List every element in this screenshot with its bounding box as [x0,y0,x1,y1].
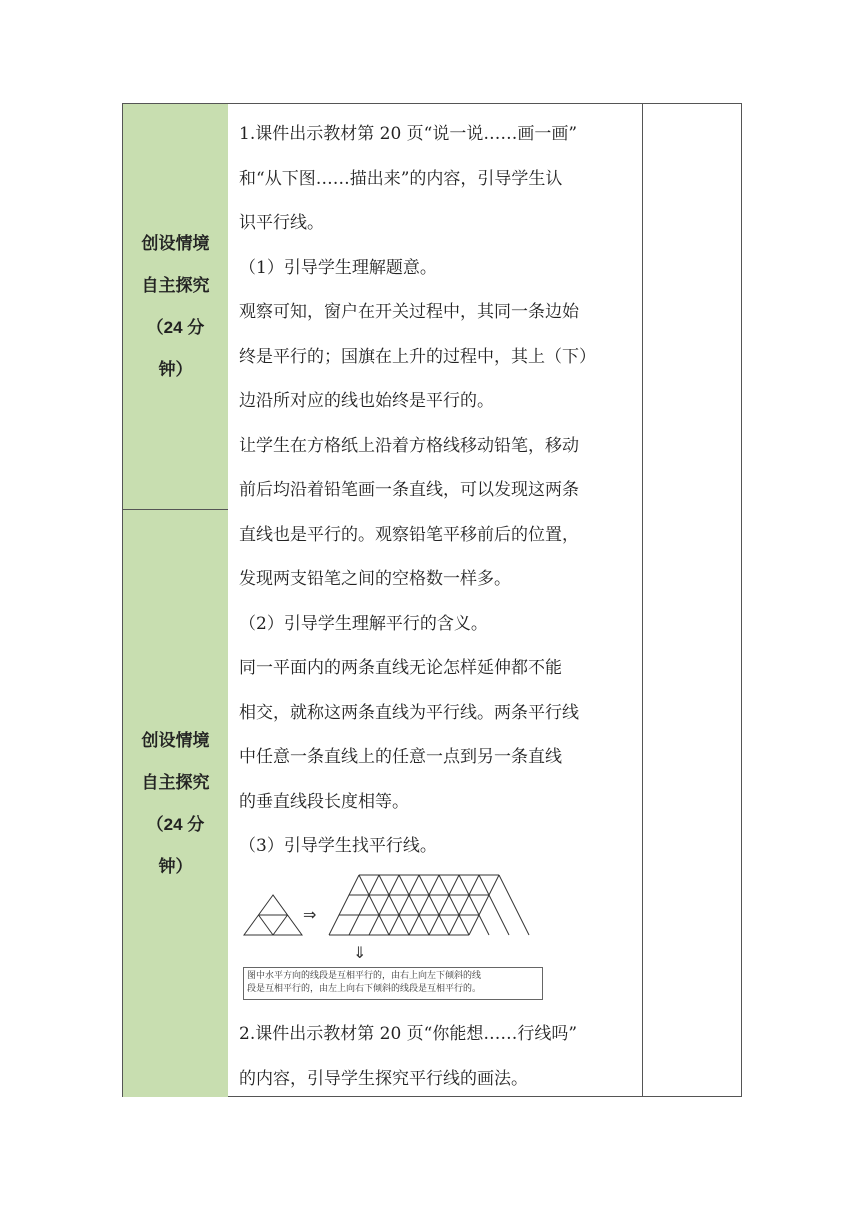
stage-label-line: （24 分 [146,814,205,834]
content-line: 和“从下图……描出来”的内容，引导学生认 [239,169,563,189]
grid-line [329,875,359,935]
parallel-lines-figure [241,872,551,1002]
stage-label-cell [123,104,228,510]
stage-label-line: （24 分 [146,317,205,337]
stage-label [131,720,221,888]
content-line: 的垂直线段长度相等。 [239,792,409,812]
grid-line [499,875,529,935]
content-line: 观察可知，窗户在开关过程中，其同一条边始 [239,302,579,322]
arrow-down-icon: ⇓ [353,943,367,962]
notes-column [643,104,741,1096]
content-line: 让学生在方格纸上沿着方格线移动铅笔，移动 [239,436,579,456]
content-line: 识平行线。 [239,213,324,233]
caption-line: 段是互相平行的，由左上向右下倾斜的线段是互相平行的。 [247,984,482,994]
content-line: 1.课件出示教材第 20 页“说一说……画一画” [239,124,578,144]
content-column [228,104,643,1096]
figure-caption [243,967,543,1000]
triangle-grid-illustration [241,872,551,967]
arrow-right-icon: ⇒ [303,905,317,924]
stage-label-line: 创设情境 [141,730,210,750]
stage-label [131,223,221,391]
content-line: 同一平面内的两条直线无论怎样延伸都不能 [239,658,562,678]
label-column [123,104,228,1096]
content-line: （1）引导学生理解题意。 [239,258,437,278]
content-line: 前后均沿着铅笔画一条直线，可以发现这两条 [239,480,579,500]
stage-label-line: 钟） [158,359,193,379]
content-line: 中任意一条直线上的任意一点到另一条直线 [239,747,562,767]
lesson-table [122,103,742,1097]
content-line: 2.课件出示教材第 20 页“你能想……行线吗” [239,1024,578,1044]
caption-line: 图中水平方向的线段是互相平行的，由右上向左下倾斜的线 [247,971,482,981]
stage-label-cell [123,510,228,1097]
content-line: 相交，就称这两条直线为平行线。两条平行线 [239,703,579,723]
content-line: 边沿所对应的线也始终是平行的。 [239,391,494,411]
content-line: 的内容，引导学生探究平行线的画法。 [239,1069,528,1089]
content-line: 直线也是平行的。观察铅笔平移前后的位置， [239,525,579,545]
content-line: 终是平行的；国旗在上升的过程中，其上（下） [239,347,596,367]
content-line: 发现两支铅笔之间的空格数一样多。 [239,569,511,589]
stage-label-line: 钟） [158,856,193,876]
stage-label-line: 自主探究 [141,275,210,295]
content-line: （3）引导学生找平行线。 [239,836,437,856]
stage-label-line: 创设情境 [141,233,210,253]
content-line: （2）引导学生理解平行的含义。 [239,614,488,634]
stage-label-line: 自主探究 [141,772,210,792]
